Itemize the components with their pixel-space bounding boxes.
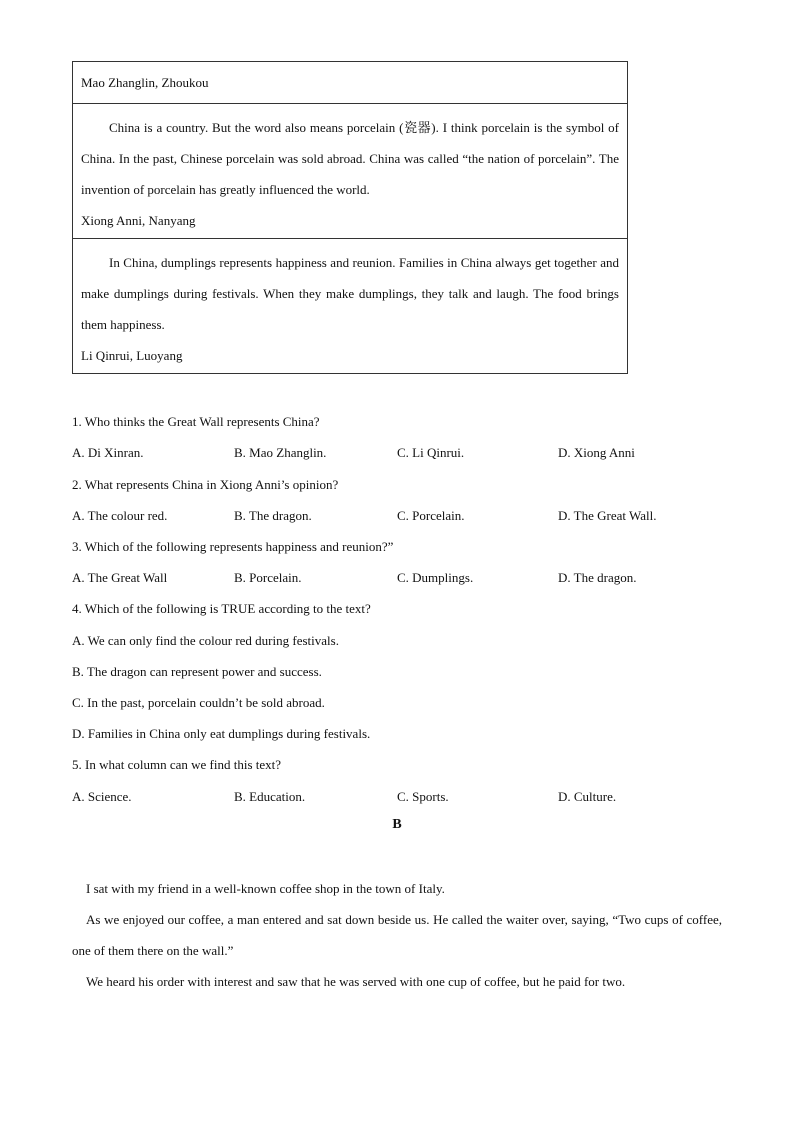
question-4: 4. Which of the following is TRUE according to the text? — [72, 601, 371, 616]
option-c: C. Dumplings. — [397, 570, 474, 585]
option-a: A. The Great Wall — [72, 570, 168, 585]
option-c: C. In the past, porcelain couldn’t be sold abroad. — [72, 695, 325, 710]
option-d: D. Culture. — [558, 789, 617, 804]
comment-row-2 — [73, 104, 627, 239]
commenter-name: Li Qinrui, Luoyang — [81, 348, 183, 363]
option-d: D. Xiong Anni — [558, 445, 635, 460]
option-c: C. Sports. — [397, 789, 449, 804]
paragraph: As we enjoyed our coffee, a man entered and sat down beside us. He called the waiter over, saying, “Two cups of coffee, one of them there on the wall.” — [72, 912, 722, 958]
question-1: 1. Who thinks the Great Wall represents China? — [72, 414, 320, 429]
commenter-name: Mao Zhanglin, Zhoukou — [81, 75, 209, 90]
section-heading: B — [392, 817, 402, 832]
option-a: A. Science. — [72, 789, 132, 804]
option-b: B. The dragon can represent power and success. — [72, 664, 322, 679]
option-d: D. The Great Wall. — [558, 508, 657, 523]
reader-comments-table — [72, 61, 628, 374]
comment-row-3 — [73, 239, 627, 373]
comment-text: China is a country. But the word also means porcelain (瓷器). I think porcelain is the symbol of China. In the past, Chinese porcelain was sold abroad. China was called “the nation of porcelain”. The invention of porcelain has greatly influenced the world. — [81, 120, 619, 197]
option-b: B. The dragon. — [234, 508, 312, 523]
paragraph: We heard his order with interest and saw that he was served with one cup of coffee, but he paid for two. — [86, 974, 626, 989]
option-c: C. Porcelain. — [397, 508, 465, 523]
option-a: A. We can only find the colour red during festivals. — [72, 633, 339, 648]
option-c: C. Li Qinrui. — [397, 445, 465, 460]
question-5: 5. In what column can we find this text? — [72, 757, 282, 772]
option-a: A. Di Xinran. — [72, 445, 144, 460]
option-d: D. Families in China only eat dumplings during festivals. — [72, 726, 371, 741]
question-2: 2. What represents China in Xiong Anni’s opinion? — [72, 477, 339, 492]
commenter-name: Xiong Anni, Nanyang — [81, 213, 196, 228]
option-a: A. The colour red. — [72, 508, 168, 523]
option-d: D. The dragon. — [558, 570, 637, 585]
question-3: 3. Which of the following represents happiness and reunion?” — [72, 539, 394, 554]
comment-text: In China, dumplings represents happiness and reunion. Families in China always get together and make dumplings during festivals. When they make dumplings, they talk and laugh. The food brings them happiness. — [81, 255, 619, 332]
option-b: B. Mao Zhanglin. — [234, 445, 327, 460]
option-b: B. Porcelain. — [234, 570, 302, 585]
passage-b — [72, 873, 722, 997]
paragraph: I sat with my friend in a well-known coffee shop in the town of Italy. — [86, 881, 445, 896]
option-b: B. Education. — [234, 789, 306, 804]
comment-row-1 — [73, 62, 627, 104]
